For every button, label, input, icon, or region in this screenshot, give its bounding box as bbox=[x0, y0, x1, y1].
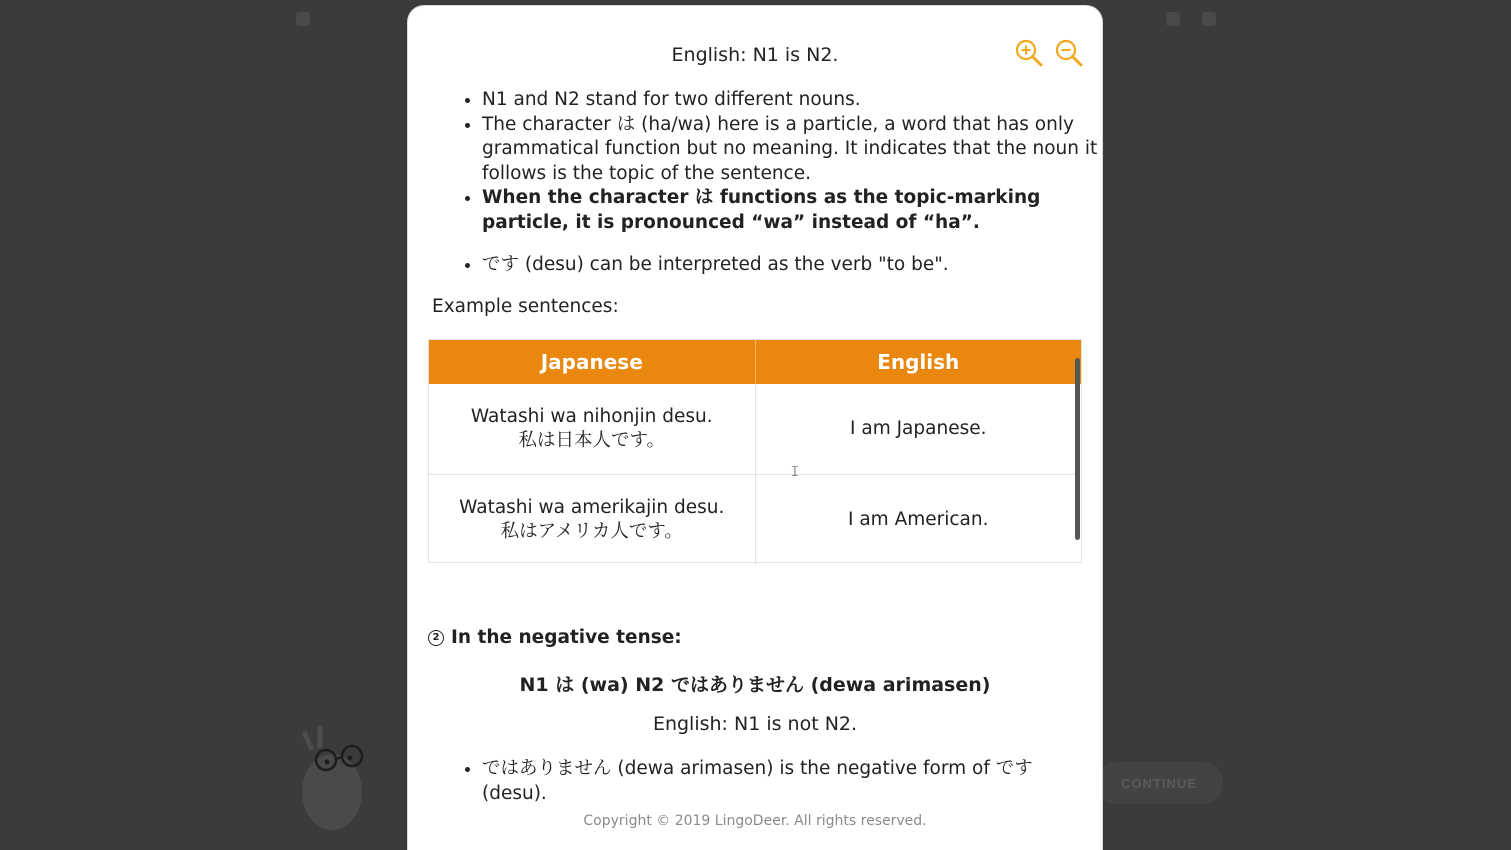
dimmed-back-icon bbox=[296, 12, 310, 26]
grammar-notes-modal bbox=[408, 6, 1102, 850]
table-row bbox=[429, 474, 1081, 565]
table-header bbox=[429, 340, 1081, 384]
bullet-item: • The character は (ha/wa) here is a particle, a word that has only grammatical function but no meaning. It indicates that the noun it follows is the topic of the sentence. bbox=[482, 113, 1102, 187]
example-sentences-label: Example sentences: bbox=[432, 296, 619, 317]
english-negative-line: English: N1 is not N2. bbox=[652, 713, 858, 735]
dimmed-flag-icon bbox=[1202, 12, 1216, 26]
bullet-item: • です (desu) can be interpreted as the verb "to be". bbox=[482, 253, 1102, 278]
desu-bullet bbox=[464, 253, 1102, 278]
dimmed-continue-button: CONTINUE bbox=[1095, 762, 1223, 804]
table-cell-english[interactable] bbox=[755, 384, 1082, 474]
table-cell-japanese[interactable] bbox=[429, 384, 755, 474]
negative-tense-heading bbox=[428, 627, 682, 648]
negative-bullet bbox=[464, 757, 1042, 806]
section-number-badge: 2 bbox=[428, 630, 444, 646]
column-header-japanese: Japanese bbox=[540, 350, 643, 374]
english-structure-line: English: N1 is N2. bbox=[671, 44, 839, 66]
bullet-item: • N1 and N2 stand for two different nouns. bbox=[482, 88, 1102, 113]
grammar-bullets bbox=[464, 88, 1102, 235]
negative-tense-title: In the negative tense: bbox=[451, 627, 682, 648]
table-scrollbar[interactable] bbox=[1075, 358, 1080, 540]
negative-formula: N1 は (wa) N2 ではありません (dewa arimasen) bbox=[519, 674, 991, 696]
table-body bbox=[429, 384, 1081, 565]
english-text: I am American. bbox=[848, 509, 989, 530]
bullet-item-emphasis: • When the character は functions as the topic-marking particle, it is pronounced “wa” instead of “ha”. bbox=[482, 186, 1102, 235]
deer-mascot-icon bbox=[290, 722, 380, 832]
dimmed-settings-icon bbox=[1166, 12, 1180, 26]
romaji-text: Watashi wa nihonjin desu. bbox=[470, 406, 713, 427]
table-cell-japanese[interactable] bbox=[429, 475, 755, 565]
table-row bbox=[429, 384, 1081, 474]
copyright-footer: Copyright © 2019 LingoDeer. All rights reserved. bbox=[583, 813, 927, 829]
table-cell-english[interactable] bbox=[755, 475, 1082, 565]
english-text: I am Japanese. bbox=[850, 418, 987, 439]
text-cursor-icon: 𝙸 bbox=[790, 464, 800, 480]
kana-text: 私は日本人です。 bbox=[518, 430, 666, 451]
column-header-english: English bbox=[755, 340, 1082, 384]
kana-text: 私はアメリカ人です。 bbox=[500, 521, 683, 542]
romaji-text: Watashi wa amerikajin desu. bbox=[459, 497, 725, 518]
bullet-item: • ではありません (dewa arimasen) is the negative form of です (desu). bbox=[482, 757, 1042, 806]
example-table bbox=[428, 339, 1082, 563]
